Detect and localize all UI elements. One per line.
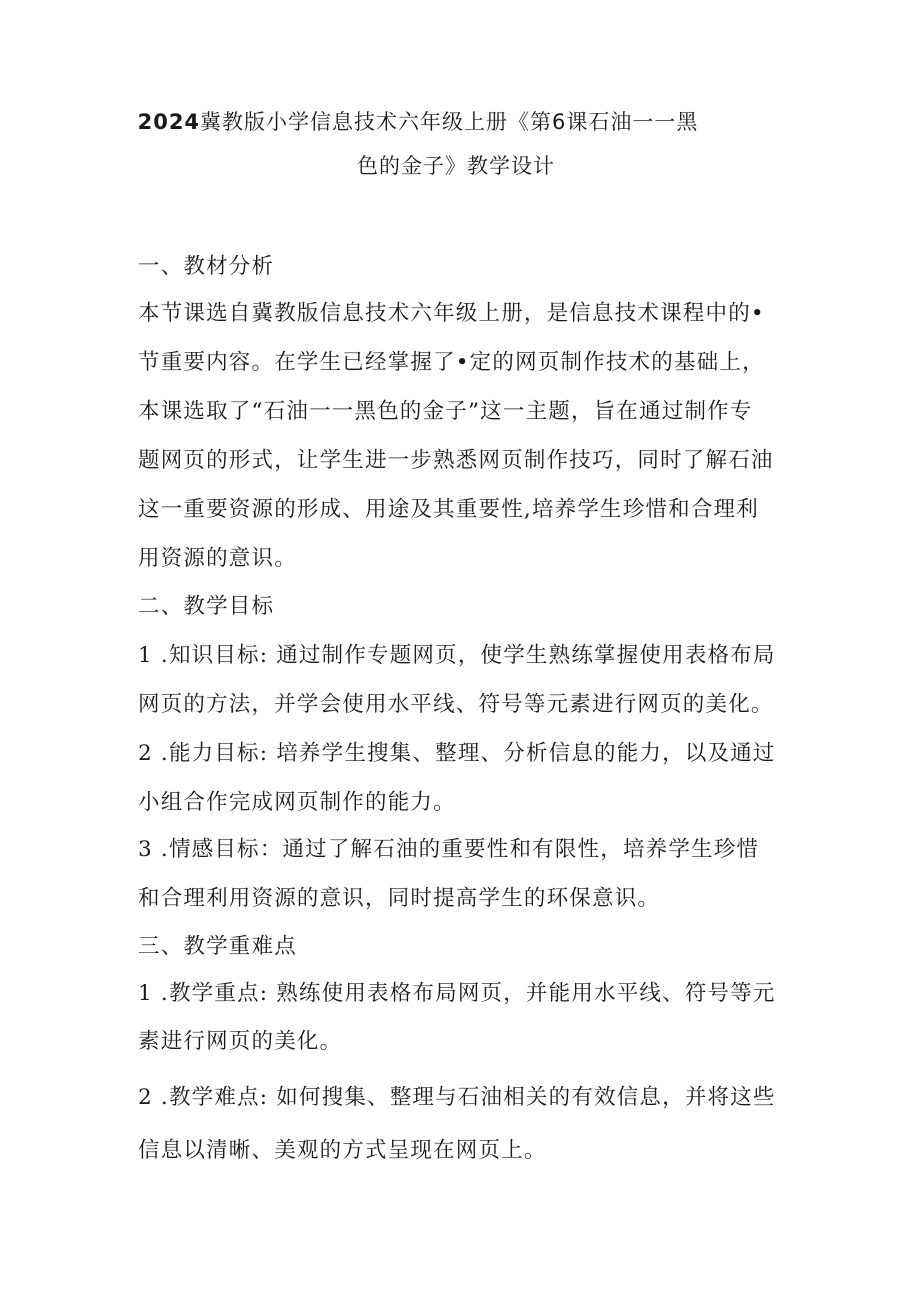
section-heading-textbook-analysis: 一、教材分析 — [138, 254, 275, 279]
list-item-line: 1 .教学重点: 熟练使用表格布局网页，并能用水平线、符号等元 — [138, 981, 776, 1006]
document-title-line-1 — [0, 106, 878, 136]
list-item-line: 网页的方法，并学会使用水平线、符号等元素进行网页的美化。 — [138, 692, 774, 717]
title-text: 冀教版小学信息技术六年级上册《第6课石油一一黑 — [200, 110, 699, 134]
paragraph-line: 题网页的形式，让学生进一步熟悉网页制作技巧，同时了解石油 — [138, 448, 774, 473]
paragraph-line: 本节课选自冀教版信息技术六年级上册，是信息技术课程中的• — [138, 301, 765, 326]
title-year: 2024 — [137, 110, 201, 134]
section-heading-teaching-goals: 二、教学目标 — [138, 594, 275, 619]
list-item-line: 和合理利用资源的意识，同时提高学生的环保意识。 — [138, 886, 661, 911]
section-heading-key-difficult-points: 三、教学重难点 — [138, 934, 297, 959]
list-item-line: 2 .能力目标: 培养学生搜集、整理、分析信息的能力，以及通过 — [138, 741, 776, 766]
paragraph-line: 本课选取了“石油一一黑色的金子”这一主题，旨在通过制作专 — [138, 399, 753, 424]
list-item-line: 1 .知识目标: 通过制作专题网页，使学生熟练掌握使用表格布局 — [138, 643, 776, 668]
list-item-line: 小组合作完成网页制作的能力。 — [138, 790, 456, 815]
document-title-line-2: 色的金子》教学设计 — [357, 154, 555, 178]
list-item-line: 素进行网页的美化。 — [138, 1029, 343, 1054]
paragraph-line: 节重要内容。在学生已经掌握了•定的网页制作技术的基础上， — [138, 350, 765, 375]
list-item-line: 2 .教学难点: 如何搜集、整理与石油相关的有效信息，并将这些 — [138, 1085, 776, 1110]
paragraph-line: 这一重要资源的形成、用途及其重要性,培养学生珍惜和合理利 — [138, 497, 759, 522]
list-item-line: 信息以清晰、美观的方式呈现在网页上。 — [138, 1138, 547, 1163]
paragraph-line: 用资源的意识。 — [138, 546, 297, 571]
list-item-line: 3 .情感目标：通过了解石油的重要性和有限性，培养学生珍惜 — [138, 837, 760, 862]
